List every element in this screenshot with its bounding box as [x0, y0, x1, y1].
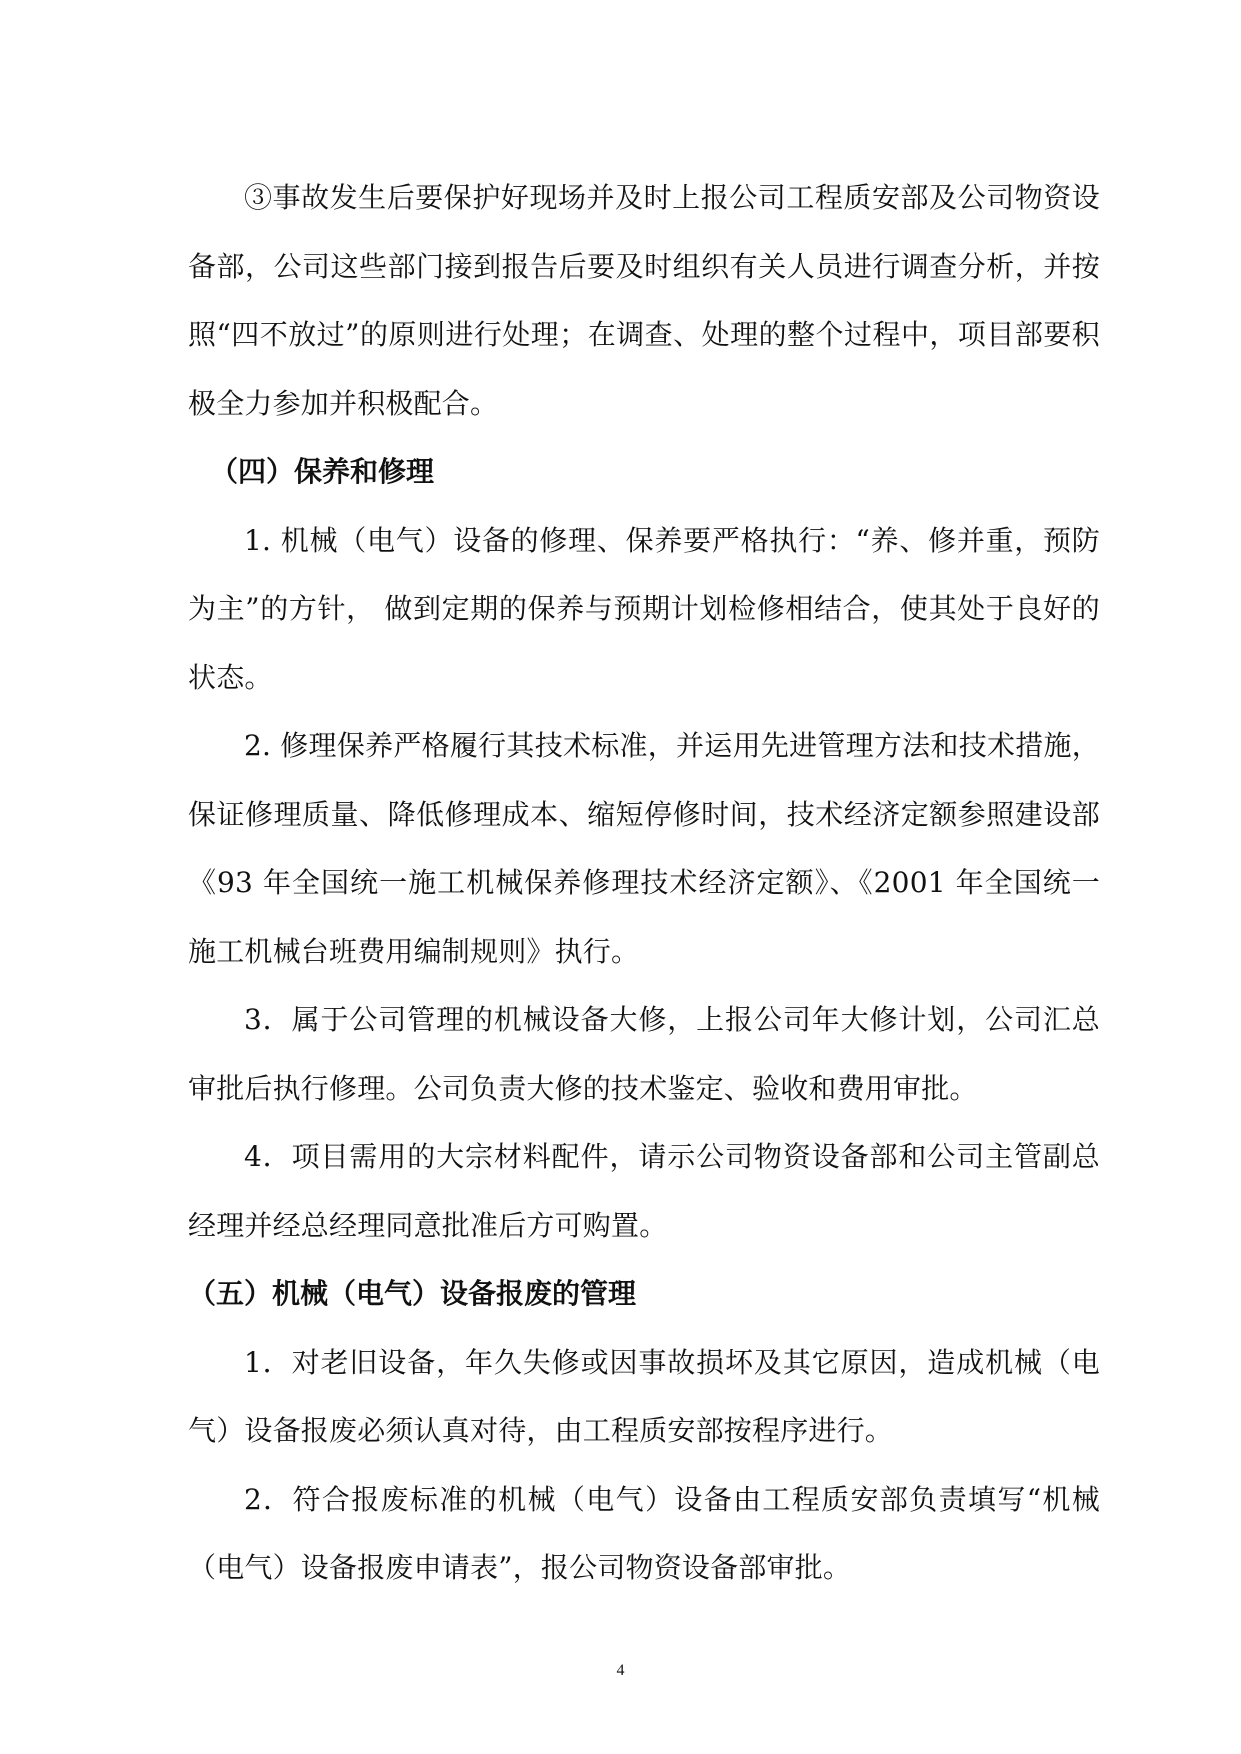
paragraph-maintenance-2: 2. 修理保养严格履行其技术标准，并运用先进管理方法和技术措施，保证修理质量、降低修理成本、缩短停修时间，技术经济定额参照建设部《93 年全国统一施工机械保养修理技术经济定额》、《2001 年全国统一施工机械台班费用编制规则》执行。 — [188, 729, 1100, 968]
section-heading-scrapping: （五）机械（电气）设备报废的管理 — [188, 1277, 637, 1310]
paragraph-maintenance-3: 3．属于公司管理的机械设备大修，上报公司年大修计划，公司汇总审批后执行修理。公司负责大修的技术鉴定、验收和费用审批。 — [188, 1003, 1100, 1105]
paragraph-scrapping-2: 2．符合报废标准的机械（电气）设备由工程质安部负责填写“机械（电气）设备报废申请表”，报公司物资设备部审批。 — [188, 1482, 1100, 1584]
section-heading-maintenance: （四）保养和修理 — [210, 455, 435, 488]
paragraph-maintenance-4: 4．项目需用的大宗材料配件，请示公司物资设备部和公司主管副总经理并经总经理同意批准后方可购置。 — [188, 1140, 1100, 1242]
page-number: 4 — [616, 1662, 625, 1679]
paragraph-maintenance-1: 1. 机械（电气）设备的修理、保养要严格执行：“养、修并重，预防为主”的方针， 做到定期的保养与预期计划检修相结合，使其处于良好的状态。 — [188, 523, 1100, 694]
document-body — [188, 164, 1100, 1603]
paragraph-scrapping-1: 1．对老旧设备，年久失修或因事故损坏及其它原因，造成机械（电气）设备报废必须认真对待，由工程质安部按程序进行。 — [188, 1345, 1100, 1447]
paragraph-accident-report: ③事故发生后要保护好现场并及时上报公司工程质安部及公司物资设备部，公司这些部门接到报告后要及时组织有关人员进行调查分析，并按照“四不放过”的原则进行处理；在调查、处理的整个过程中，项目部要积极全力参加并积极配合。 — [188, 181, 1100, 420]
